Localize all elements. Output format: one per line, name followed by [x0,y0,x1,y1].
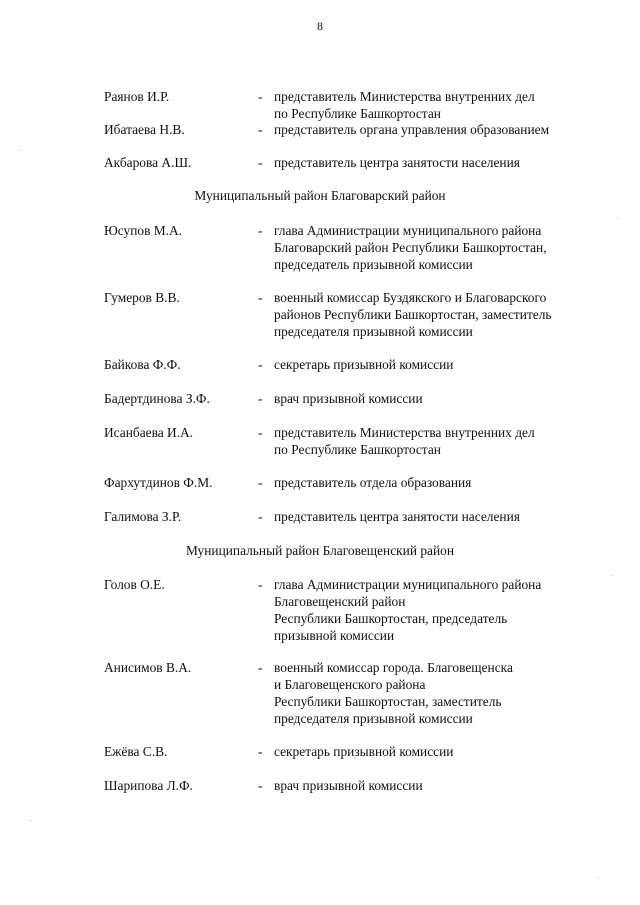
page-number: 8 [317,19,323,33]
role-line: по Республике Башкортостан [274,106,441,121]
dash-separator: - [258,475,263,490]
member-name: Шарипова Л.Ф. [104,778,193,793]
dash-separator: - [258,290,263,305]
member-role [274,508,624,525]
member-role [274,777,624,794]
scan-speck [20,150,21,151]
dash-separator: - [258,155,263,170]
member-name: Акбарова А.Ш. [104,155,192,170]
member-name: Голов О.Е. [104,577,165,592]
member-name: Раянов И.Р. [104,89,170,104]
role-line: секретарь призывной комиссии [274,357,454,372]
member-role [274,474,624,491]
role-line: представитель Министерства внутренних дел [274,89,535,104]
member-name: Галимова З.Р. [104,509,182,524]
role-line: представитель центра занятости населения [274,155,520,170]
role-line: и Благовещенского района [274,677,426,692]
member-role [274,289,624,340]
member-role [274,88,624,122]
scan-speck [598,877,599,878]
member-role [274,424,624,458]
role-line: Благоварский район Республики Башкортостан, [274,240,547,255]
member-role [274,222,624,273]
member-role [274,576,624,644]
dash-separator: - [258,425,263,440]
dash-separator: - [258,577,263,592]
member-name: Исанбаева И.А. [104,425,194,440]
role-line: военный комиссар Буздякского и Благоварского [274,290,547,305]
role-line: Республики Башкортостан, председатель [274,611,508,626]
role-line: районов Республики Башкортостан, заместитель [274,307,552,322]
dash-separator: - [258,223,263,238]
member-name: Юсупов М.А. [104,223,183,238]
dash-separator: - [258,391,263,406]
role-line: глава Администрации муниципального района [274,223,542,238]
dash-separator: - [258,509,263,524]
role-line: председатель призывной комиссии [274,257,473,272]
member-name: Гумеров В.В. [104,290,180,305]
role-line: врач призывной комиссии [274,778,423,793]
dash-separator: - [258,778,263,793]
dash-separator: - [258,744,263,759]
role-line: председателя призывной комиссии [274,711,473,726]
dash-separator: - [258,89,263,104]
member-name: Бадертдинова З.Ф. [104,391,210,406]
role-line: представитель центра занятости населения [274,509,520,524]
role-line: глава Администрации муниципального района [274,577,542,592]
dash-separator: - [258,357,263,372]
member-name: Анисимов В.А. [104,660,192,675]
member-name: Ибатаева Н.В. [104,122,185,137]
role-line: представитель органа управления образованием [274,122,550,137]
role-line: секретарь призывной комиссии [274,744,454,759]
scan-speck [30,820,31,821]
member-name: Фархутдинов Ф.М. [104,475,213,490]
role-line: призывной комиссии [274,628,395,643]
dash-separator: - [258,122,263,137]
role-line: по Республике Башкортостан [274,442,441,457]
section-heading-blagovarsky: Муниципальный район Благоварский район [194,188,446,203]
member-role [274,121,624,138]
role-line: Благовещенский район [274,594,406,609]
scan-speck [612,575,613,576]
section-heading-blagoveshchensky: Муниципальный район Благовещенский район [185,543,455,558]
dash-separator: - [258,660,263,675]
member-role [274,154,624,171]
role-line: военный комиссар города. Благовещенска [274,660,513,675]
member-role [274,356,624,373]
member-name: Ежёва С.В. [104,744,168,759]
member-role [274,390,624,407]
role-line: Республики Башкортостан, заместитель [274,694,502,709]
role-line: представитель отдела образования [274,475,472,490]
role-line: председателя призывной комиссии [274,324,473,339]
member-role [274,659,624,727]
member-role [274,743,624,760]
role-line: представитель Министерства внутренних дел [274,425,535,440]
role-line: врач призывной комиссии [274,391,423,406]
scan-speck [617,218,618,219]
member-name: Байкова Ф.Ф. [104,357,181,372]
